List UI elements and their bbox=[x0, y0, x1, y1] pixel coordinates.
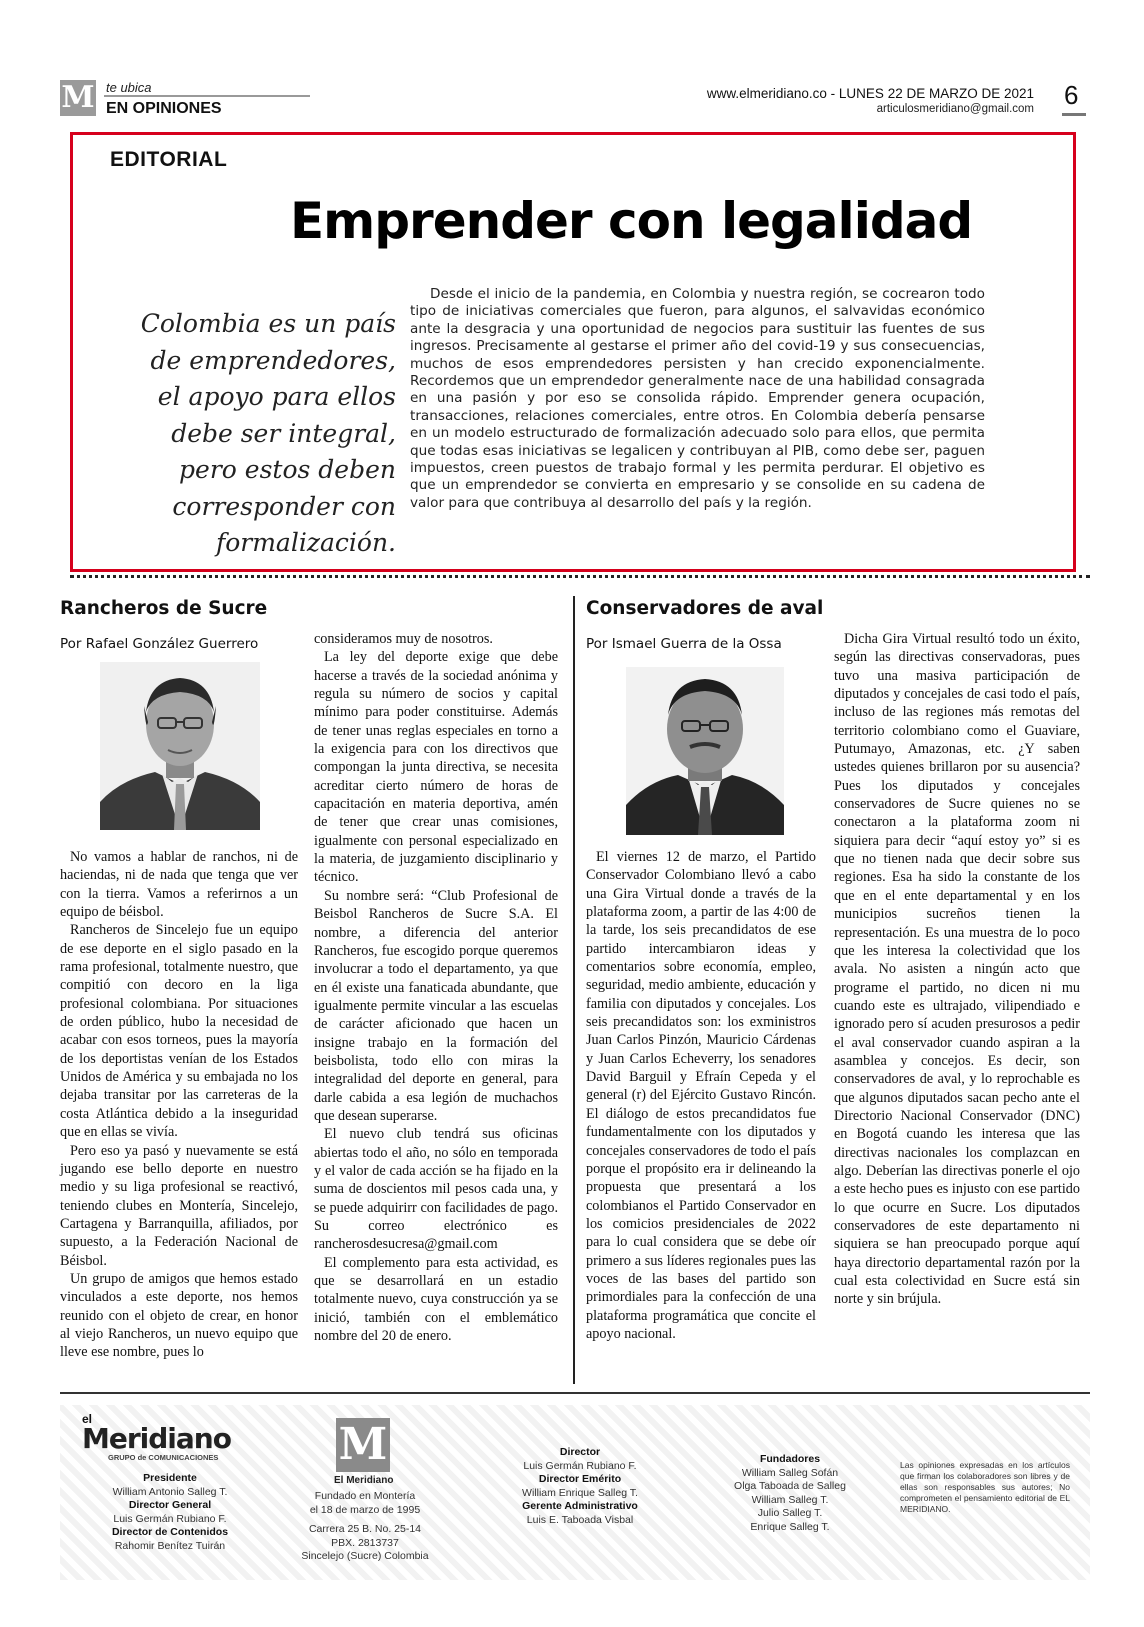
address-line: Carrera 25 B. No. 25-14 bbox=[308, 1523, 422, 1536]
editorial-body: Desde el inicio de la pandemia, en Colombia y nuestra región, se cocrearon todo tipo de iniciativas comerciales que fueron, para algunos, el salvavidas económico ante la desgracia y una oportunidad de negocios para sustituir las fuentes de sus ingresos. Precisamente al gestarse el primer año del covid-19 y sus consecuencias, muchos de esos emprendedores persisten y han crecido exponencialmente. Recordemos que un emprendedor generalmente nace de una habilidad consagrada en una pasión y por eso se consolida rápido. Emprender genera ocupación, transacciones, relaciones comerciales, entre otros. En Colombia debería pensarse en un modelo estructurado de formalización adecuado solo para ellos, que permita que todas esas iniciativas se legalicen y contribuyan al PIB, como debe ser, paguen impuestos, creen puestos de trabajo formal y les permita perdurar. El objetivo es que un emprendedor se convierta en empresario y se consolide en su cadena de valor para que contribuya al desarrollo del país y la región. bbox=[410, 286, 985, 511]
address-line: Sincelejo (Sucre) Colombia bbox=[301, 1550, 429, 1563]
footer-logo: Meridiano bbox=[82, 1422, 231, 1455]
staff-name: Luis E. Taboada Visbal bbox=[526, 1513, 634, 1526]
section-name: EN OPINIONES bbox=[106, 100, 222, 117]
staff-role: Presidente bbox=[143, 1472, 197, 1484]
section-tagline: te ubica bbox=[106, 80, 152, 95]
staff-role: Director Emérito bbox=[538, 1473, 622, 1486]
staff-name: Luis Germán Rubiano F. bbox=[113, 1512, 227, 1525]
address-line: PBX. 2813737 bbox=[331, 1536, 399, 1549]
founded-line: Fundado en Montería bbox=[314, 1490, 416, 1502]
paragraph: Un grupo de amigos que hemos estado vinculados a este deporte, nos hemos reunido con el objeto de crear, en honor al viejo Rancheros, un nuevo equipo que lleve ese nombre, pues lo bbox=[60, 1270, 298, 1361]
column-divider bbox=[573, 596, 575, 1384]
article-byline: Por Ismael Guerra de la Ossa bbox=[586, 636, 782, 652]
date-line: www.elmeridiano.co - LUNES 22 DE MARZO DE 2021 bbox=[706, 86, 1034, 101]
article-column bbox=[60, 848, 298, 1362]
footer-disclaimer: Las opiniones expresadas en los artículos que firman los colaboradores son libres y de ellas son responsables sus autores; No comprometen el pensamiento editorial de EL MERIDIANO. bbox=[900, 1460, 1070, 1514]
staff-role: Director bbox=[559, 1446, 601, 1458]
article-column bbox=[314, 630, 558, 1345]
paragraph: El complemento para esta actividad, es que se desarrollará en un estadio totalmente nuevo, cuya construcción ya se inició, también con el emblemático nombre del 20 de enero. bbox=[314, 1254, 558, 1345]
founded-line: el 18 de marzo de 1995 bbox=[309, 1503, 421, 1516]
author-photo bbox=[626, 667, 784, 835]
article-byline: Por Rafael González Guerrero bbox=[60, 636, 259, 652]
section-logo: M bbox=[61, 80, 95, 115]
editorial-label: EDITORIAL bbox=[110, 148, 228, 171]
founder-name: Enrique Salleg T. bbox=[750, 1520, 830, 1533]
footer-founded bbox=[290, 1490, 440, 1564]
footer-staff bbox=[80, 1472, 260, 1554]
paragraph: El viernes 12 de marzo, el Partido Conservador Colombiano llevó a cabo una Gira Virtual donde a través de la plataforma zoom, a partir de las 4:00 de la tarde, los seis precandidatos de ese partido intercambiaron ideas y comentarios sobre economía, empleo, seguridad, medio ambiente, educación y familia con diputados y concejales. Los seis precandidatos son: los exministros Juan Carlos Pinzón, Mauricio Cárdenas y Juan Carlos Echeverry, los senadores David Barguil y Efraín Cepeda y el general (r) del Ejército Gustavo Rincón. El diálogo de estos precandidatos fue fundamentalmente con los diputados y concejales conservadores de todo el país porque el propósito era ir delineando la propuesta que presentará a los colombianos el Partido Conservador en los comicios presidenciales de 2022 para lo cual considera que se debe oír primero a sus líderes regionales pues las voces de las bases del partido son primordiales para la confección de una plataforma programática que concite el apoyo nacional. bbox=[586, 849, 816, 1342]
staff-name: Rahomir Benítez Tuirán bbox=[114, 1539, 226, 1552]
contact-email: articulosmeridiano@gmail.com bbox=[876, 103, 1034, 115]
paragraph: El nuevo club tendrá sus oficinas abiertas todo el año, no sólo en temporada y el valor de cada acción se ha fijado en la suma de doscientos mil pesos cada una, y se puede adquirirr con facilidades de pago. Su correo electrónico es rancherosdesucresa@gmail.com bbox=[314, 1126, 558, 1253]
paragraph: Rancheros de Sincelejo fue un equipo de ese deporte en el siglo pasado en la rama profesional, totalmente nuestro, que compitió con decoro en la liga profesional colombiana. Por situaciones de orden público, hubo la necesidad de acabar con esos torneos, pues la mayoría de los deportistas venían de los Estados Unidos de América y su embajada no los dejaba transitar por las carreteras de la costa Atlántica debido a la inseguridad que en ellas se vivía. bbox=[60, 922, 298, 1141]
article-column bbox=[586, 848, 816, 1343]
page-number-rule bbox=[1062, 113, 1086, 116]
founder-name: Olga Taboada de Salleg bbox=[734, 1480, 846, 1493]
footer-founders bbox=[710, 1453, 870, 1535]
editorial-title: Emprender con legalidad bbox=[290, 192, 973, 250]
article-title: Rancheros de Sucre bbox=[60, 598, 268, 619]
paragraph: consideramos muy de nosotros. bbox=[314, 631, 493, 647]
section-rule bbox=[104, 95, 310, 97]
founder-name: William Salleg Sofán bbox=[741, 1466, 839, 1479]
article-title: Conservadores de aval bbox=[586, 598, 824, 619]
staff-role: Gerente Administrativo bbox=[522, 1500, 638, 1513]
paragraph: Su nombre será: “Club Profesional de Beisbol Rancheros de Sucre S.A. El nombre, a diferencia del anterior Rancheros, fue escogido porque queremos involucrar a todo el departamento, ya que en él existe una fanaticada abundante, que igualmente permite vincular a las escuelas de carácter aficionado que hacen un insigne trabajo en la formación del beisbolista, todo ello con miras la integralidad del deporte en general, para darle cabida a esa legión de muchachos que desean superarse. bbox=[314, 887, 558, 1124]
paragraph: Pero eso ya pasó y nuevamente se está jugando ese bello deporte en nuestro medio y su liga profesional se reactivó, teniendo clubes en Montería, Sincelejo, Cartagena y Barranquilla, afiliados, por supuesto, a la Federación Nacional de Béisbol. bbox=[60, 1142, 298, 1269]
founder-name: William Salleg T. bbox=[751, 1493, 829, 1506]
footer-m-logo: M bbox=[336, 1418, 390, 1472]
footer-m-name: El Meridiano bbox=[334, 1475, 394, 1486]
founders-label: Fundadores bbox=[759, 1453, 821, 1465]
staff-name: Luis Germán Rubiano F. bbox=[523, 1459, 637, 1472]
page-number: 6 bbox=[1064, 80, 1079, 110]
founder-name: Julio Salleg T. bbox=[757, 1507, 823, 1520]
staff-role: Director de Contenidos bbox=[111, 1526, 229, 1539]
footer-logo-prefix: el bbox=[82, 1412, 93, 1426]
footer-directors bbox=[500, 1446, 660, 1528]
paragraph: La ley del deporte exige que debe hacerse a través de la sociedad anónima y regula su número de socios y capital mínimo para poder constituirse. Además de tener unas reglas especiales en torno a la exigencia para con los directivos que compongan la junta directiva, se necesita acreditar cierto número de horas de capacitación en materia deportiva, amén de tener que crear unas comisiones, igualmente con personal especializado en la materia, de juzgamiento disciplinario y técnico. bbox=[314, 649, 558, 886]
paragraph: Dicha Gira Virtual resultó todo un éxito, según las directivas conservadoras, pues tuvo una masiva participación de diputados y concejales de casi todo el país, incluso de las regiones más remotas del territorio colombiano como el Guaviare, Putumayo, Amazonas, etc. ¿Y saben ustedes quienes brillaron por su ausencia? Pues los diputados y concejales conservadores de Sucre quienes no se conectaron a la plataforma zoom ni siquiera para decir “aquí estoy yo” si es que no tienen nada que decir sobre sus regiones. Esa ha sido la constante de los que en el ente departamental y en los municipios sucreños tienen la representación. Es una muestra de lo poco que les interesa la colectividad que los avala. No asisten a ningún acto que programe el partido, no dicen ni mu cuando este es ultrajado, vilipendiado e ignorado pero sí acuden presurosos a pedir el aval conservador cuando aspiran a la asamblea y concejos. Es decir, son conservadores de aval, y lo reprochable es que algunos diputados sacan pecho ante el Directorio Nacional Conservador (DNC) en Bogotá cuando les interesa que las directivas nacionales los complazcan en algo. Deberían las directivas ponerle el ojo a este hecho pues es injusto con ese partido lo que ocurre en Sucre. Los diputados conservadores de este departamento ni siquiera se han preocupado porque aquí haya directorio departamental razón por la cual esta colectividad en Sucre está sin norte y sin brújula. bbox=[834, 631, 1080, 1308]
footer-logo-subtitle: GRUPO de COMUNICACIONES bbox=[108, 1453, 219, 1462]
staff-name: William Enrique Salleg T. bbox=[522, 1486, 638, 1499]
author-photo bbox=[100, 662, 260, 830]
editorial-pull-quote: Colombia es un país de emprendedores, el apoyo para ellos debe ser integral, pero estos deben corresponder con formalización. bbox=[140, 309, 396, 557]
article-column bbox=[834, 630, 1080, 1309]
staff-name: William Antonio Salleg T. bbox=[112, 1485, 228, 1498]
staff-role: Director General bbox=[128, 1499, 212, 1512]
dotted-divider bbox=[70, 575, 1090, 578]
paragraph: No vamos a hablar de ranchos, ni de haciendas, ni de nada que tenga que ver con la tierra. Vamos a referirnos a un equipo de béisbol. bbox=[60, 849, 298, 921]
footer-rule bbox=[60, 1392, 1090, 1394]
